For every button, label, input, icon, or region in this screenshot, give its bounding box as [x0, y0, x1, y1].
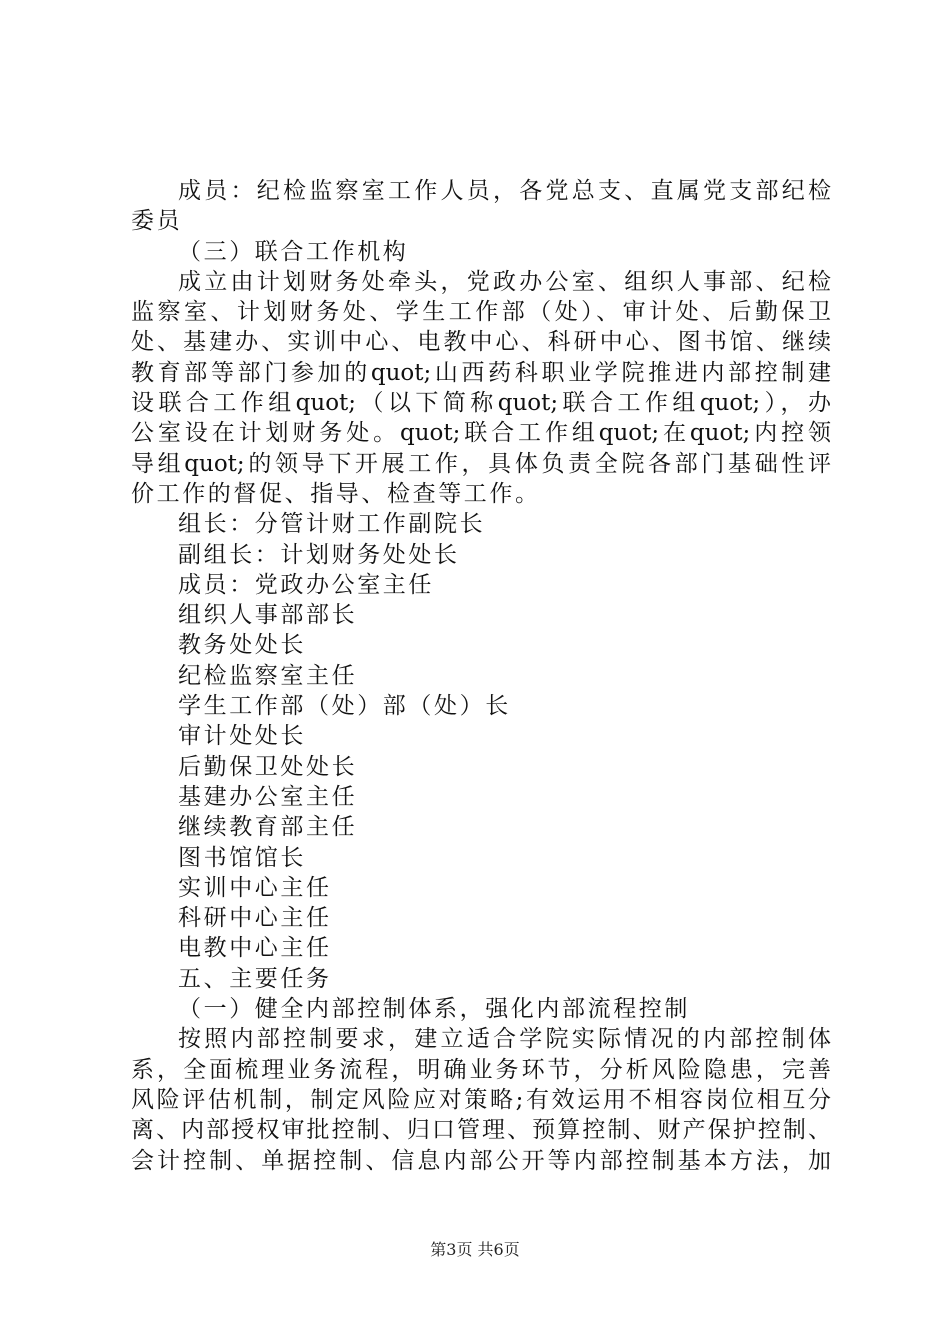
- text-line: 五、主要任务: [178, 965, 332, 992]
- text-line: 按照内部控制要求，建立适合学院实际情况的内部控制体: [178, 1026, 831, 1053]
- page-footer: 第3页 共6页: [430, 1240, 520, 1259]
- text-line: 成员：党政办公室主任: [178, 571, 434, 598]
- text-line: 副组长：计划财务处处长: [178, 541, 460, 568]
- text-line: 成员：纪检监察室工作人员，各党总支、直属党支部纪检: [178, 178, 831, 204]
- text-line: 审计处处长: [178, 723, 306, 750]
- text-line: 科研中心主任: [178, 905, 332, 932]
- text-line: 组织人事部部长: [178, 602, 358, 629]
- text-line: 学生工作部（处）部（处）长: [178, 693, 511, 720]
- document-body: [131, 176, 831, 1176]
- text-line: 风险评估机制，制定风险应对策略;有效运用不相容岗位相互分: [131, 1086, 831, 1113]
- text-line: 后勤保卫处处长: [178, 753, 358, 780]
- text-line: 离、内部授权审批控制、归口管理、预算控制、财产保护控制、: [131, 1117, 831, 1144]
- text-line: 教务处处长: [178, 632, 306, 659]
- text-line: 图书馆馆长: [178, 844, 306, 871]
- text-line: 实训中心主任: [178, 874, 332, 901]
- text-line: 价工作的督促、指导、检查等工作。: [131, 480, 541, 507]
- text-line: 导组quot;的领导下开展工作，具体负责全院各部门基础性评: [131, 450, 831, 477]
- text-line: （三）联合工作机构: [178, 238, 409, 265]
- text-line: 成立由计划财务处牵头，党政办公室、组织人事部、纪检: [178, 268, 831, 295]
- text-line: 组长：分管计财工作副院长: [178, 511, 486, 538]
- text-line: 继续教育部主任: [178, 814, 358, 841]
- text-line: 电教中心主任: [178, 935, 332, 962]
- text-line: 基建办公室主任: [178, 783, 358, 810]
- text-line: 处、基建办、实训中心、电教中心、科研中心、图书馆、继续: [131, 329, 831, 356]
- text-line: 系，全面梳理业务流程，明确业务环节，分析风险隐患，完善: [131, 1056, 831, 1083]
- text-line: 设联合工作组quot;（以下简称quot;联合工作组quot;），办: [131, 390, 831, 417]
- text-line: 教育部等部门参加的quot;山西药科职业学院推进内部控制建: [131, 359, 831, 386]
- text-line: 纪检监察室主任: [178, 662, 358, 689]
- text-line: 监察室、计划财务处、学生工作部（处）、审计处、后勤保卫: [131, 299, 831, 326]
- text-line: 公室设在计划财务处。quot;联合工作组quot;在quot;内控领: [131, 420, 831, 447]
- text-line: 会计控制、单据控制、信息内部公开等内部控制基本方法，加: [131, 1147, 831, 1174]
- text-line: （一）健全内部控制体系，强化内部流程控制: [178, 996, 690, 1023]
- text-line: 委员: [131, 208, 183, 235]
